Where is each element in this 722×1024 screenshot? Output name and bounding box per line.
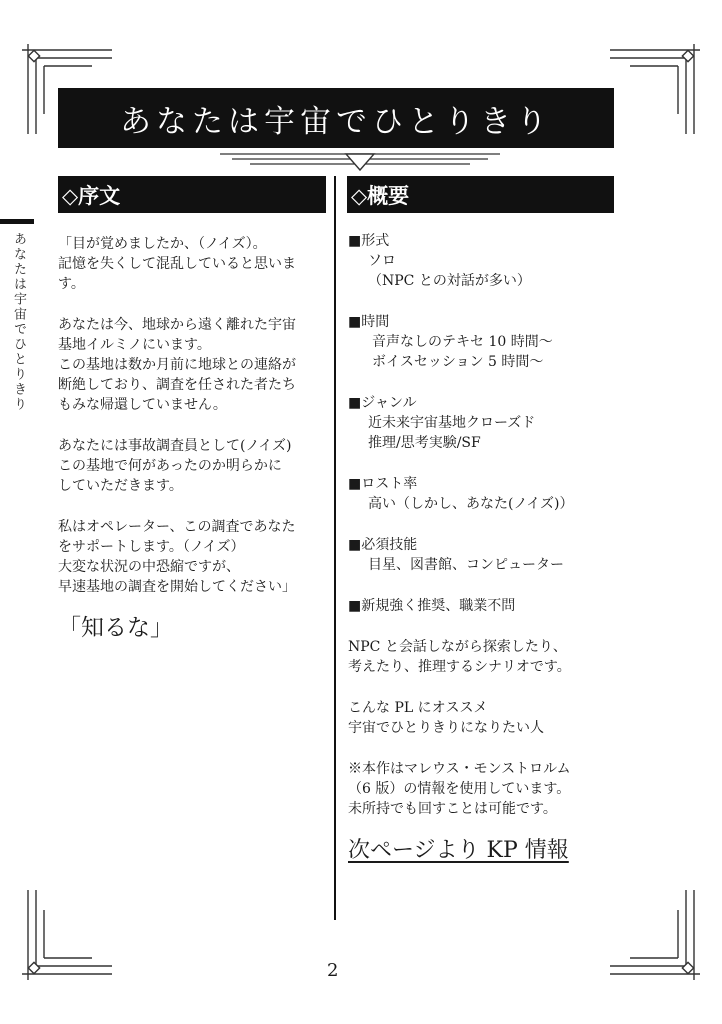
prologue-paragraph <box>58 315 330 415</box>
text-line: 「目が覚めましたか、（ノイズ）。 <box>58 236 267 252</box>
overview-section-genre <box>348 393 618 453</box>
text-line: あなたは今、地球から遠く離れた宇宙 <box>58 317 296 333</box>
section-label: ■形式 <box>348 233 390 249</box>
corner-ornament-bottom-left <box>22 890 112 980</box>
section-item: ボイスセッション 5 時間～ <box>372 354 544 370</box>
catchphrase: 「知るな」 <box>58 615 173 641</box>
text-line: この基地は数か月前に地球との連絡が <box>58 357 296 373</box>
overview-paragraph <box>348 698 618 738</box>
text-line: ※本作はマレウス・モンストロルム <box>348 761 571 777</box>
title-banner <box>58 88 614 148</box>
text-line: 断絶しており、調査を任された者たち <box>58 377 296 393</box>
text-line: 大変な状況の中恐縮ですが、 <box>58 559 240 575</box>
section-item: ソロ <box>368 253 396 269</box>
section-label: ■ロスト率 <box>348 476 418 492</box>
text-line: もみな帰還していません。 <box>58 397 227 413</box>
overview-section-required-skills <box>348 535 618 575</box>
page-number: 2 <box>327 960 339 981</box>
section-label: ■必須技能 <box>348 537 418 553</box>
corner-ornament-bottom-right <box>610 890 700 980</box>
section-item: 推理/思考実験/SF <box>368 435 481 451</box>
text-line: NPC と会話しながら探索したり、 <box>348 639 567 655</box>
overview-heading: ◇概要 <box>347 176 614 213</box>
section-label: ■時間 <box>348 314 390 330</box>
section-item: 近未来宇宙基地クローズド <box>368 415 536 431</box>
text-line: 記憶を失くして混乱していると思いま <box>58 256 296 272</box>
text-line: あなたには事故調査員として(ノイズ) <box>58 438 292 454</box>
text-line: 基地イルミノにいます。 <box>58 337 211 353</box>
section-item: 音声なしのテキセ 10 時間～ <box>372 334 553 350</box>
text-line: 考えたり、推理するシナリオです。 <box>348 659 571 675</box>
prologue-paragraph <box>58 517 330 597</box>
prologue-paragraph <box>58 436 330 496</box>
overview-section-recommendation <box>348 596 618 616</box>
next-page-link[interactable]: 次ページより KP 情報 <box>348 838 569 863</box>
overview-paragraph <box>348 759 618 819</box>
text-line: この基地で何があったのか明らかに <box>58 458 282 474</box>
column-divider <box>334 176 336 920</box>
page-title: あなたは宇宙でひとりきり <box>120 103 552 140</box>
overview-column <box>348 231 618 861</box>
section-item: 高い（しかし、あなた(ノイズ)） <box>368 496 574 512</box>
overview-section-time <box>348 312 618 372</box>
prologue-column <box>58 234 330 641</box>
overview-section-format <box>348 231 618 291</box>
text-line: こんな PL にオススメ <box>348 700 488 716</box>
text-line: 私はオペレーター、この調査であなた <box>58 519 296 535</box>
text-line: していただきます。 <box>58 478 183 494</box>
text-line: 早速基地の調査を開始してください」 <box>58 579 296 595</box>
section-label: ■新規強く推奨、職業不問 <box>348 598 516 614</box>
text-line: 宇宙でひとりきりになりたい人 <box>348 720 544 736</box>
text-line: （6 版）の情報を使用しています。 <box>348 781 571 797</box>
prologue-heading: ◇序文 <box>58 176 326 213</box>
side-tab-bar <box>0 219 34 224</box>
text-line: 未所持でも回すことは可能です。 <box>348 801 557 817</box>
overview-paragraph <box>348 637 618 677</box>
prologue-paragraph <box>58 234 330 294</box>
section-item: 目星、図書館、コンピューター <box>368 557 564 573</box>
overview-section-lost-rate <box>348 474 618 514</box>
section-item: （NPC との対話が多い） <box>368 273 531 289</box>
text-line: す。 <box>58 276 85 292</box>
section-label: ■ジャンル <box>348 395 417 411</box>
title-ornament <box>220 148 500 176</box>
corner-ornament-top-right <box>610 44 700 134</box>
text-line: をサポートします。（ノイズ） <box>58 539 245 555</box>
side-tab-title: あなたは宇宙でひとりきり <box>11 232 26 412</box>
